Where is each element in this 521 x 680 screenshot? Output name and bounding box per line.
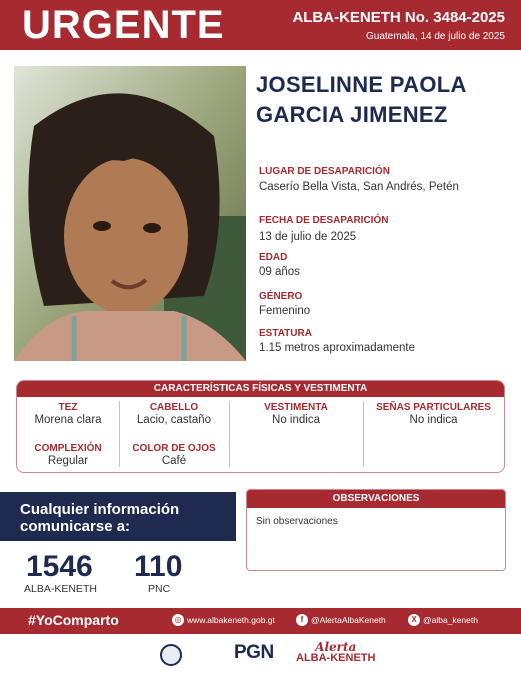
person-name-line1: JOSELINNE PAOLA: [256, 72, 467, 97]
facebook-link[interactable]: [296, 614, 386, 626]
date-value: 13 de julio de 2025: [259, 231, 357, 243]
tez-value: Morena clara: [34, 414, 102, 426]
footer-bar: [0, 608, 521, 634]
observations-text: Sin observaciones: [256, 516, 338, 527]
tez-cell: [17, 402, 119, 426]
contact-banner: [0, 492, 236, 541]
alert-date: Guatemala, 14 de julio de 2025: [366, 31, 505, 42]
phone-label-alba-keneth: ALBA-KENETH: [24, 583, 97, 595]
phone-number-pnc[interactable]: 110: [134, 550, 183, 583]
x-icon: X: [408, 614, 420, 626]
header-banner: [0, 0, 521, 50]
urgent-title: URGENTE: [22, 3, 225, 47]
cabello-value: Lacio, castaño: [136, 414, 212, 426]
complexion-value: Regular: [47, 455, 89, 467]
missing-person-photo: [14, 66, 246, 361]
person-name: [256, 70, 516, 130]
height-label: ESTATURA: [259, 328, 312, 339]
pgn-text: PGN: [234, 642, 274, 663]
divider: [229, 401, 230, 467]
place-label: LUGAR DE DESAPARICIÓN: [259, 166, 390, 177]
cabello-cell: [119, 402, 229, 426]
x-link[interactable]: [408, 614, 478, 626]
vestimenta-value: No indica: [272, 414, 320, 426]
tez-label: TEZ: [58, 402, 78, 413]
contact-line1: Cualquier información: [20, 501, 180, 518]
guatemala-logo: [160, 644, 236, 666]
ojos-cell: [119, 443, 229, 467]
divider: [119, 401, 120, 467]
person-name-line2: GARCIA JIMENEZ: [256, 102, 448, 127]
facebook-text: @AlertaAlbaKeneth: [311, 615, 386, 625]
divider: [363, 401, 364, 467]
alerta-text: Alerta: [315, 640, 357, 654]
hashtag: #YoComparto: [28, 612, 119, 628]
vestimenta-label: VESTIMENTA: [264, 402, 328, 413]
senas-cell: [363, 402, 504, 426]
characteristics-title: CARACTERÍSTICAS FÍSICAS Y VESTIMENTA: [17, 381, 504, 397]
ojos-label: COLOR DE OJOS: [132, 443, 216, 454]
height-value: 1.15 metros aproximadamente: [259, 342, 415, 354]
observations-box: [246, 489, 506, 571]
place-value: Caserío Bella Vista, San Andrés, Petén: [259, 181, 459, 193]
portrait-illustration: [14, 66, 246, 361]
observations-title: OBSERVACIONES: [247, 490, 505, 508]
contact-text: [20, 501, 179, 535]
age-value: 09 años: [259, 266, 300, 278]
facebook-icon: f: [296, 614, 308, 626]
guatemala-seal-icon: [160, 644, 182, 666]
cabello-label: CABELLO: [149, 402, 199, 413]
characteristics-box: [16, 380, 505, 473]
gender-value: Femenino: [259, 305, 311, 317]
globe-icon: ◎: [172, 614, 184, 626]
alert-number: ALBA-KENETH No. 3484-2025: [292, 9, 505, 26]
logos-row: [0, 634, 521, 680]
vestimenta-cell: [229, 402, 363, 426]
ojos-value: Café: [161, 455, 187, 467]
x-text: @alba_keneth: [423, 615, 478, 625]
date-label: FECHA DE DESAPARICIÓN: [259, 215, 389, 226]
pgn-logo: [234, 642, 274, 664]
phone-number-alba-keneth[interactable]: 1546: [26, 550, 93, 583]
alba-keneth-text: ALBA-KENETH: [296, 652, 376, 664]
senas-label: SEÑAS PARTICULARES: [376, 402, 491, 413]
website-text: www.albakeneth.gob.gt: [187, 615, 275, 625]
phone-label-pnc: PNC: [148, 583, 171, 595]
gender-label: GÉNERO: [259, 291, 303, 302]
complexion-label: COMPLEXIÓN: [34, 443, 102, 454]
senas-value: No indica: [409, 414, 458, 426]
age-label: EDAD: [259, 252, 288, 263]
contact-line2: comunicarse a:: [20, 518, 131, 535]
complexion-cell: [17, 443, 119, 467]
alba-keneth-logo: [296, 640, 375, 664]
website-link[interactable]: [172, 614, 275, 626]
